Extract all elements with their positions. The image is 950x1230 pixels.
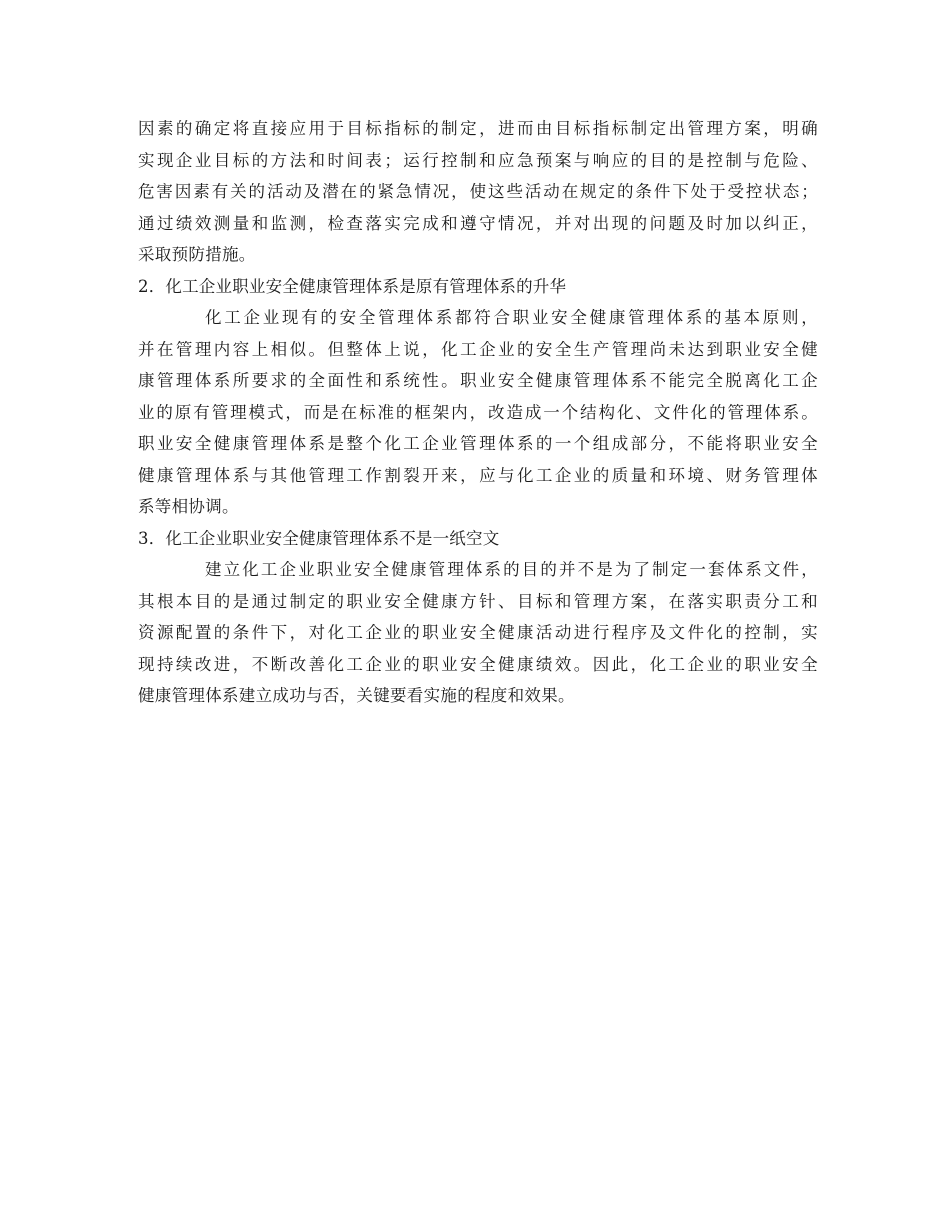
paragraph-line: 康管理体系所要求的全面性和系统性。职业安全健康管理体系不能完全脱离化工企 <box>138 371 818 390</box>
paragraph-line: 健康管理体系建立成功与否，关键要看实施的程度和效果。 <box>138 686 575 705</box>
paragraph-line: 现持续改进，不断改善化工企业的职业安全健康绩效。因此，化工企业的职业安全 <box>138 654 818 674</box>
paragraph-line: 其根本目的是通过制定的职业安全健康方针、目标和管理方案，在落实职责分工和 <box>138 591 818 611</box>
section-heading-2: 2．化工企业职业安全健康管理体系是原有管理体系的升华 <box>138 276 567 296</box>
paragraph-line: 健康管理体系与其他管理工作割裂开来，应与化工企业的质量和环境、财务管理体 <box>138 465 818 485</box>
paragraph-line: 系等相协调。 <box>138 497 239 516</box>
paragraph-line: 建立化工企业职业安全健康管理体系的目的并不是为了制定一套体系文件， <box>205 560 818 579</box>
paragraph-line: 化工企业现有的安全管理体系都符合职业安全健康管理体系的基本原则， <box>205 308 818 327</box>
paragraph-line: 并在管理内容上相似。但整体上说，化工企业的安全生产管理尚未达到职业安全健 <box>138 339 818 359</box>
paragraph-line: 采取预防措施。 <box>138 245 256 264</box>
paragraph-line: 通过绩效测量和监测，检查落实完成和遵守情况，并对出现的问题及时加以纠正， <box>138 213 818 233</box>
section-heading-3: 3．化工企业职业安全健康管理体系不是一纸空文 <box>138 528 500 548</box>
paragraph-line: 危害因素有关的活动及潜在的紧急情况，使这些活动在规定的条件下处于受控状态； <box>138 182 818 201</box>
document-body <box>138 113 828 712</box>
paragraph-line: 因素的确定将直接应用于目标指标的制定，进而由目标指标制定出管理方案，明确 <box>138 119 818 138</box>
paragraph-line: 实现企业目标的方法和时间表；运行控制和应急预案与响应的目的是控制与危险、 <box>138 150 818 170</box>
paragraph-line: 职业安全健康管理体系是整个化工企业管理体系的一个组成部分，不能将职业安全 <box>138 434 818 453</box>
paragraph-line: 业的原有管理模式，而是在标准的框架内，改造成一个结构化、文件化的管理体系。 <box>138 402 818 422</box>
paragraph-line: 资源配置的条件下，对化工企业的职业安全健康活动进行程序及文件化的控制，实 <box>138 623 818 642</box>
